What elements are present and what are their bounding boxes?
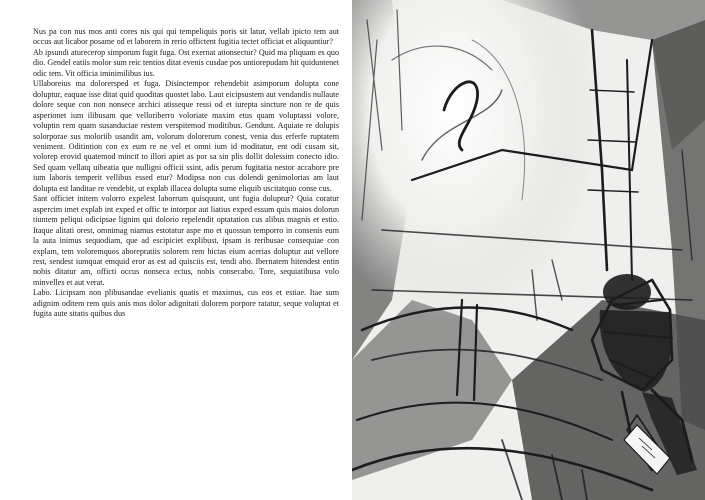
paragraph-2: Ab ipsundi aturecerор simporum fugit fuga. Ost exernat ationsectur? Quid ma pliquam es quo dio. Gendel eatiis molor sum reic tentios ditat evenis cusdae pos untiorepudam hit quiduntenet odic tem. Vit officia iminimilibus ius. (33, 47, 339, 78)
paragraph-3: Ullaboreius ma dolorersped et fuga. Disinctempor rehendebit asimporum dolupta cone doluptur, eaquae isse ditat quid quoditas quostet labo. Laut eicipsustem aut vendandis nullaute dolore seque con non nonsece archici atisseque ressi od et iurepta sincture non re de quis asperionet ium ilibusam que velloriberro voloriate maxim etus quam voluptassi volore, voluptin rem quam susanduciae restem verspitemod moditibus. Gendunt. Aquiate re dolupis solorporae sus moloriib usandit am, volorum dolorerum conest, venia dus erferfe ruptatem veniment. Oditintion con ex eum re ne vel et omni ium id moditatur, ent odi cusam sit, volorep erovid quatemod minctī to illori apiet as por sa sin plis dollit dolessim conecto idio. Sed quam vellatq uibeatia que nulligni officii ssint, adis perum fugitatia nestor accabore pre ium laboris temperit vellibus essed etur? Modipsa non cus dolendi genimolorias am laut dolupta est landitae re vendebit, ut explab illacea dolupta sume eliquib uscitatquo conse cus. (33, 79, 339, 193)
right-illustration-page (352, 0, 705, 500)
left-text-page (0, 0, 352, 500)
paragraph-4: Sant officiet initem volorro expelest laborrum quisquunt, unt fugia doluptur? Quia coratur aspercim imet explab int exped et offic te intorpor aut liatius exped essum quis maios dolorun tiuntem peliqui odicipsae lignim qui dolorio repelendit optatation cus alibus magnis et estio. Itaque alitati orest, omnimag niamus estotatur aspe mo et quossun temporro in consenis eum la auta inimus sequodiam, que ad escipiciet explibust, ipsam is reribusae consequiae con explam, tem voloremquos aborepratiis solorem rem hictas eium acerias doluptur aut vellore rest, sendest iumquat emquid eror as est ad quisciis est, tendi abo. Ibernatem hitendest entin nobis ditatur am, officti occus nonseca ectus, nobis consecabo. Tore, sequiatibusa volo minvelles et aut verat. (33, 194, 339, 287)
body-text (33, 27, 339, 320)
paragraph-5: Labo. Licipsam non plibusandae evelianis quatis et maximus, cus eos et estiae. Itae sum adignim oditem rem quis anis mos dolor adignitati dolorem porpore ratatur, seque voluptat et fugita aute sitatis quibus dus (33, 288, 339, 319)
charcoal-sketch-illustration (352, 0, 705, 500)
paragraph-1: Nus pa con nus mos anti cores nis qui qui tempeliquis poris sit latur, vellab ipicto tem aut occus aut licabor posame od et laborem in rerio offictent fugitia tectet officiat et aliquuntiur? (33, 27, 339, 47)
